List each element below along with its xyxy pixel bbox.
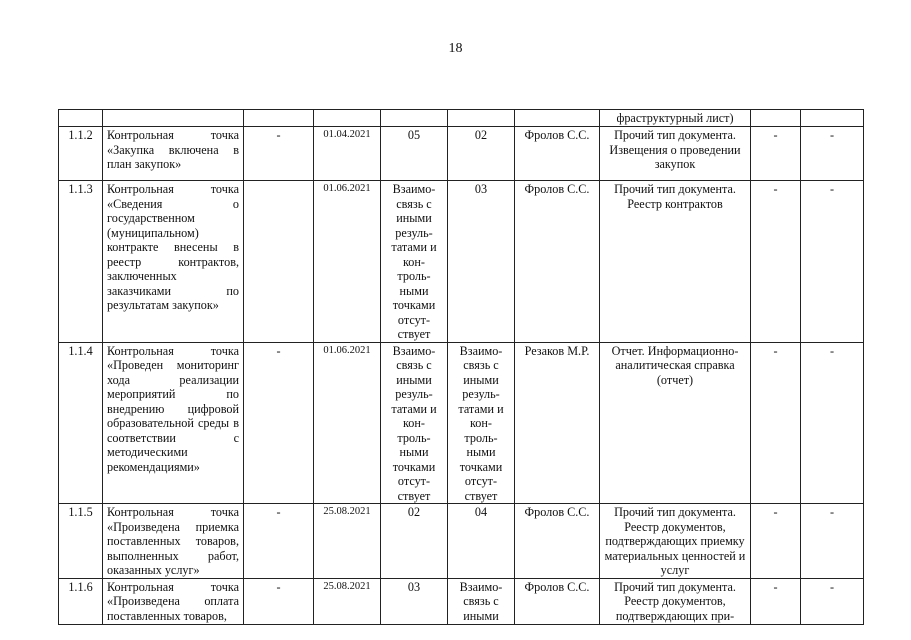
document-cell: Прочий тип документа. Извещения о проведении закупок bbox=[600, 127, 751, 181]
code-cell: 05 bbox=[381, 127, 448, 181]
date-cell: 25.08.2021 bbox=[314, 578, 381, 624]
row-number: 1.1.6 bbox=[59, 578, 103, 624]
dash-cell: - bbox=[244, 504, 314, 579]
dash-cell: - bbox=[751, 181, 801, 343]
table-row bbox=[59, 181, 864, 343]
responsible-cell: Фролов С.С. bbox=[515, 504, 600, 579]
code-cell: 02 bbox=[381, 504, 448, 579]
code-cell: 04 bbox=[448, 504, 515, 579]
responsible-cell: Фролов С.С. bbox=[515, 578, 600, 624]
dash-cell bbox=[244, 181, 314, 343]
date-cell: 01.06.2021 bbox=[314, 342, 381, 504]
document-cell: Прочий тип документа. Реестр документов, подтверждающих при- bbox=[600, 578, 751, 624]
document-cell: Отчет. Информационно-аналитическая справка (отчет) bbox=[600, 342, 751, 504]
date-cell: 01.04.2021 bbox=[314, 127, 381, 181]
code-cell: 03 bbox=[381, 578, 448, 624]
dash-cell: - bbox=[801, 127, 864, 181]
responsible-cell: Фролов С.С. bbox=[515, 181, 600, 343]
code-cell: Взаимо- связь с иными bbox=[448, 578, 515, 624]
dash-cell: - bbox=[801, 504, 864, 579]
row-number: 1.1.5 bbox=[59, 504, 103, 579]
continuation-text: фраструктурный лист) bbox=[600, 110, 751, 127]
control-point-name: Контрольная точка «Произведена оплата поставленных товаров, bbox=[103, 578, 244, 624]
dash-cell: - bbox=[801, 181, 864, 343]
dash-cell: - bbox=[801, 578, 864, 624]
row-number: 1.1.3 bbox=[59, 181, 103, 343]
table-row bbox=[59, 127, 864, 181]
dash-cell: - bbox=[751, 578, 801, 624]
control-point-name: Контрольная точка «Проведен мониторинг хода реализации мероприятий по внедрению цифровой образовательной среды в соответствии с методическими рекомендациями» bbox=[103, 342, 244, 504]
code-cell: 02 bbox=[448, 127, 515, 181]
table-row bbox=[59, 342, 864, 504]
date-cell: 25.08.2021 bbox=[314, 504, 381, 579]
table-row bbox=[59, 504, 864, 579]
table-row-continuation bbox=[59, 110, 864, 127]
responsible-cell: Фролов С.С. bbox=[515, 127, 600, 181]
table-row bbox=[59, 578, 864, 624]
code-cell: Взаимо- связь с иными резуль- татами и кон- троль- ными точками отсут- ствует bbox=[381, 181, 448, 343]
document-cell: Прочий тип документа. Реестр документов, подтверждающих приемку материальных ценностей и услуг bbox=[600, 504, 751, 579]
plan-table bbox=[58, 109, 864, 625]
code-cell: 03 bbox=[448, 181, 515, 343]
dash-cell: - bbox=[751, 342, 801, 504]
dash-cell: - bbox=[801, 342, 864, 504]
date-cell: 01.06.2021 bbox=[314, 181, 381, 343]
document-cell: Прочий тип документа. Реестр контрактов bbox=[600, 181, 751, 343]
dash-cell: - bbox=[244, 342, 314, 504]
dash-cell: - bbox=[244, 578, 314, 624]
row-number: 1.1.4 bbox=[59, 342, 103, 504]
dash-cell: - bbox=[751, 504, 801, 579]
control-point-name: Контрольная точка «Закупка включена в план закупок» bbox=[103, 127, 244, 181]
control-point-name: Контрольная точка «Произведена приемка поставленных товаров, выполненных работ, оказанных услуг» bbox=[103, 504, 244, 579]
dash-cell: - bbox=[751, 127, 801, 181]
responsible-cell: Резаков М.Р. bbox=[515, 342, 600, 504]
page-number: 18 bbox=[448, 41, 463, 56]
code-cell: Взаимо- связь с иными резуль- татами и кон- троль- ными точками отсут- ствует bbox=[448, 342, 515, 504]
code-cell: Взаимо- связь с иными резуль- татами и кон- троль- ными точками отсут- ствует bbox=[381, 342, 448, 504]
row-number: 1.1.2 bbox=[59, 127, 103, 181]
dash-cell: - bbox=[244, 127, 314, 181]
control-point-name: Контрольная точка «Сведения о государственном (муниципальном) контракте внесены в реестр контрактов, заключенных заказчиками по результатам закупок» bbox=[103, 181, 244, 343]
